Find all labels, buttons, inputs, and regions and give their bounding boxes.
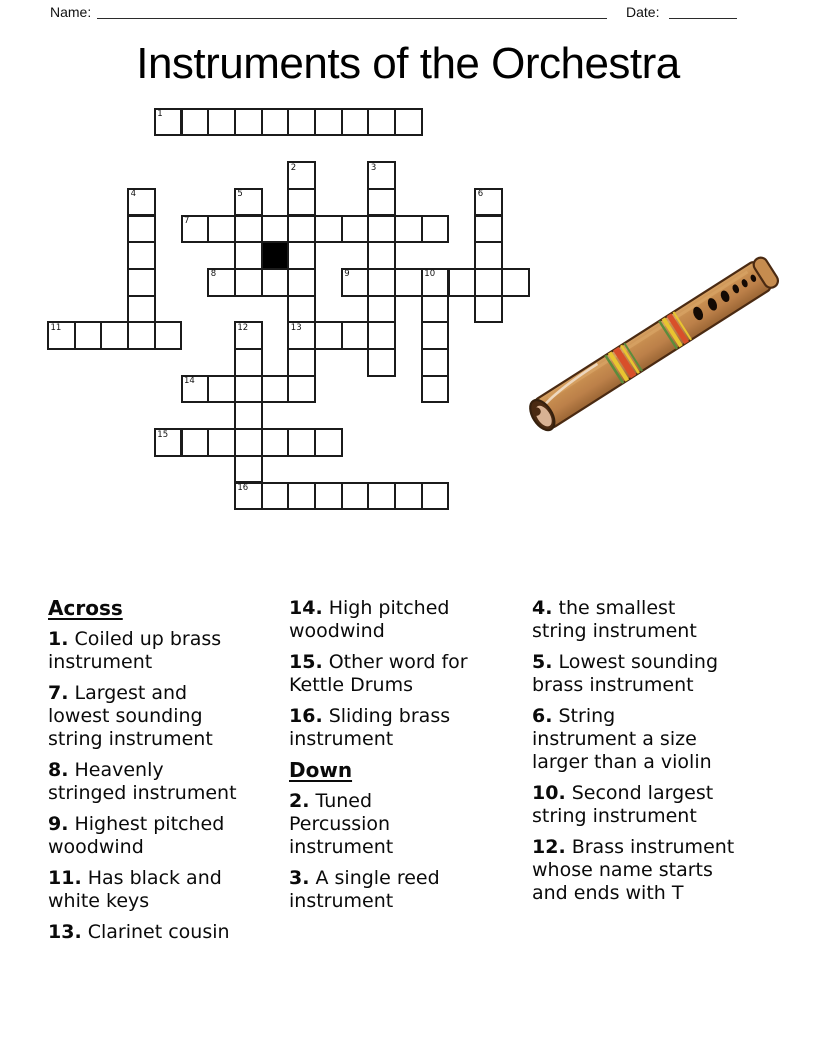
grid-cell (341, 482, 370, 511)
grid-cell (261, 375, 290, 404)
grid-cell (287, 348, 316, 377)
clue-number: 4. (532, 597, 553, 619)
grid-cell (287, 215, 316, 244)
grid-cell (287, 241, 316, 270)
clue: 13. Clarinet cousin (48, 921, 230, 943)
grid-cell (367, 108, 396, 137)
grid-cell (394, 215, 423, 244)
grid-cell (421, 375, 450, 404)
grid-cell (287, 161, 316, 190)
cell-number-label: 7 (184, 216, 190, 226)
grid-cell (234, 455, 263, 484)
grid-cell (181, 215, 210, 244)
clue-number: 16. (289, 705, 323, 727)
clue: 14. High pitched woodwind (289, 597, 450, 642)
grid-cell (314, 482, 343, 511)
grid-cell (127, 268, 156, 297)
clue: 11. Has black and white keys (48, 867, 222, 912)
clue: 16. Sliding brass instrument (289, 705, 451, 750)
grid-cell (234, 428, 263, 457)
cell-number-label: 3 (370, 162, 377, 173)
grid-cell (287, 188, 316, 217)
grid-cell (100, 321, 129, 350)
cell-number-label: 9 (344, 269, 350, 280)
grid-cell (154, 321, 183, 350)
grid-cell (127, 321, 156, 350)
grid-cell (394, 268, 423, 297)
grid-cell (287, 295, 316, 324)
grid-cell (448, 268, 477, 297)
clue: 1. Coiled up brass instrument (48, 628, 222, 673)
clue-number: 5. (532, 651, 553, 673)
cell-number-label: 4 (130, 189, 137, 200)
clue-number: 3. (289, 867, 310, 889)
grid-cell (474, 295, 503, 324)
grid-cell (394, 108, 423, 137)
black-cell (261, 241, 290, 270)
grid-cell (287, 108, 316, 137)
grid-cell (367, 161, 396, 190)
clue-number: 8. (48, 759, 69, 781)
clue: 2. Tuned Percussion instrument (289, 790, 394, 858)
clue: 5. Lowest sounding brass instrument (532, 651, 719, 696)
cell-number-label: 1 (157, 109, 163, 120)
grid-cell (181, 108, 210, 137)
grid-cell (367, 268, 396, 297)
grid-cell (234, 268, 263, 297)
clue-number: 10. (532, 782, 566, 804)
grid-cell (367, 321, 396, 350)
cell-number-label: 2 (290, 162, 297, 173)
grid-cell (287, 428, 316, 457)
clue: 3. A single reed instrument (289, 867, 440, 912)
clue-column-1 (48, 597, 286, 952)
grid-cell (287, 268, 316, 297)
grid-cell (261, 482, 290, 511)
clue-column-3 (532, 597, 778, 913)
name-blank-line (97, 18, 607, 19)
grid-cell (234, 108, 263, 137)
grid-cell (261, 215, 290, 244)
cell-number-label: 8 (210, 269, 217, 280)
grid-cell (207, 108, 236, 137)
clue-number: 12. (532, 836, 566, 858)
clue-number: 11. (48, 867, 82, 889)
grid-cell (341, 108, 370, 137)
clue-number: 15. (289, 651, 323, 673)
clue: 9. Highest pitched woodwind (48, 813, 225, 858)
grid-cell (261, 428, 290, 457)
cell-number-label: 10 (424, 269, 436, 280)
grid-cell (421, 295, 450, 324)
grid-cell (234, 401, 263, 430)
clue: 7. Largest and lowest sounding string instrument (48, 682, 213, 750)
grid-cell (154, 428, 183, 457)
cell-number-label: 15 (157, 429, 169, 440)
grid-cell (287, 482, 316, 511)
clue-number: 14. (289, 597, 323, 619)
grid-cell (234, 348, 263, 377)
grid-cell (394, 482, 423, 511)
grid-cell (181, 428, 210, 457)
cell-number-label: 5 (237, 189, 243, 200)
grid-cell (421, 215, 450, 244)
grid-cell (314, 428, 343, 457)
grid-cell (474, 188, 503, 217)
flute-highlight (548, 272, 747, 399)
clue: 10. Second largest string instrument (532, 782, 714, 827)
grid-cell (474, 215, 503, 244)
clue-number: 1. (48, 628, 69, 650)
clue: 6. String instrument a size larger than a violin (532, 705, 712, 773)
grid-cell (367, 482, 396, 511)
date-label: Date: (626, 4, 660, 20)
grid-cell (234, 321, 263, 350)
grid-cell (341, 321, 370, 350)
cell-number-label: 12 (237, 322, 249, 333)
grid-cell (207, 428, 236, 457)
clue: 15. Other word for Kettle Drums (289, 651, 468, 696)
clue: 12. Brass instrument whose name starts and ends with T (532, 836, 735, 904)
grid-cell (127, 295, 156, 324)
clue: 4. the smallest string instrument (532, 597, 697, 642)
name-label: Name: (50, 4, 92, 20)
grid-cell (127, 241, 156, 270)
grid-cell (314, 321, 343, 350)
worksheet-title: Instruments of the Orchestra (136, 39, 680, 88)
grid-cell (127, 188, 156, 217)
grid-cell (154, 108, 183, 137)
clue-number: 9. (48, 813, 69, 835)
clue: 8. Heavenly stringed instrument (48, 759, 237, 804)
clue-number: 2. (289, 790, 310, 812)
grid-cell (474, 241, 503, 270)
grid-cell (234, 215, 263, 244)
clue-number: 6. (532, 705, 553, 727)
grid-cell (341, 215, 370, 244)
grid-cell (421, 321, 450, 350)
cell-number-label: 16 (237, 483, 249, 493)
clue-number: 13. (48, 921, 82, 943)
grid-cell (261, 108, 290, 137)
grid-cell (287, 375, 316, 404)
grid-cell (367, 215, 396, 244)
grid-cell (314, 108, 343, 137)
flute-illustration (500, 248, 810, 443)
grid-cell (47, 321, 76, 350)
grid-cell (367, 295, 396, 324)
grid-cell (287, 321, 316, 350)
grid-cell (234, 482, 263, 511)
grid-cell (314, 215, 343, 244)
grid-cell (234, 375, 263, 404)
cell-number-label: 11 (50, 322, 62, 333)
grid-cell (341, 268, 370, 297)
clue-section-heading: Across (48, 596, 123, 620)
date-blank-line (669, 18, 737, 19)
grid-cell (207, 215, 236, 244)
grid-cell (421, 268, 450, 297)
cell-number-label: 6 (477, 189, 484, 200)
grid-cell (181, 375, 210, 404)
grid-cell (421, 482, 450, 511)
grid-cell (421, 348, 450, 377)
cell-number-label: 14 (184, 376, 195, 387)
clue-number: 7. (48, 682, 69, 704)
grid-cell (367, 188, 396, 217)
grid-cell (207, 375, 236, 404)
cell-number-label: 13 (290, 322, 302, 333)
grid-cell (367, 348, 396, 377)
grid-cell (234, 241, 263, 270)
grid-cell (127, 215, 156, 244)
grid-cell (261, 268, 290, 297)
clue-section-heading: Down (289, 758, 353, 782)
clue-column-2 (289, 597, 527, 921)
grid-cell (207, 268, 236, 297)
grid-cell (474, 268, 503, 297)
grid-cell (74, 321, 103, 350)
grid-cell (367, 241, 396, 270)
grid-cell (234, 188, 263, 217)
